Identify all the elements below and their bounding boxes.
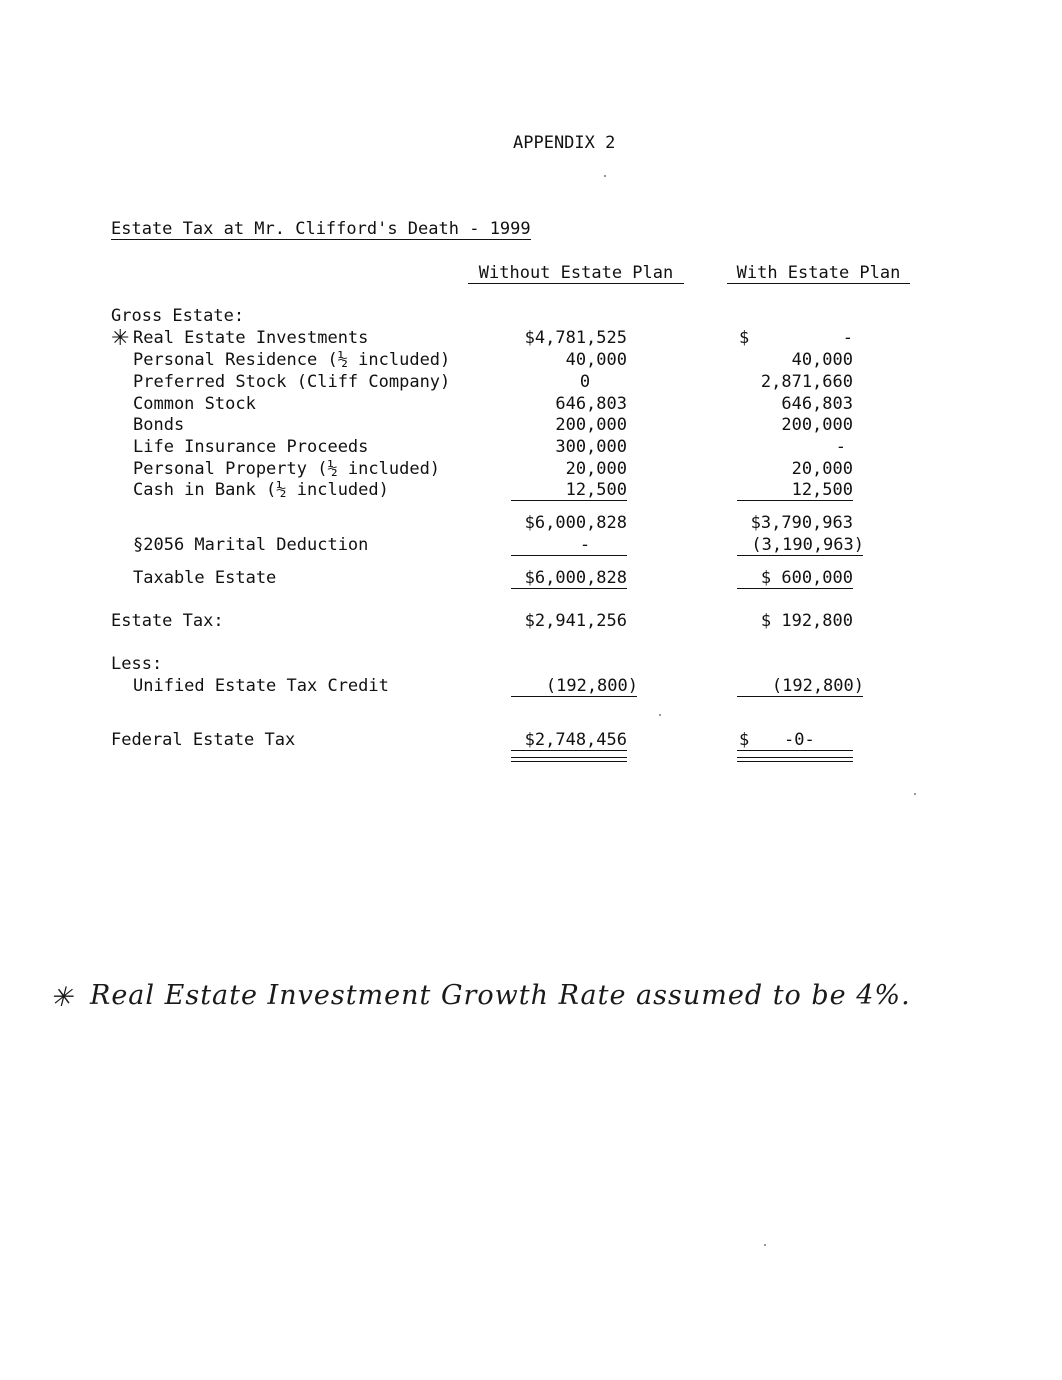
row-label-preferred-stock: Preferred Stock (Cliff Company)	[133, 372, 451, 392]
row-value-with-life-insurance: -	[835, 437, 846, 457]
unified-credit-label: Unified Estate Tax Credit	[133, 676, 389, 696]
dollar-sign-federal-with: $	[739, 730, 750, 750]
federal-estate-tax-with: -0-	[784, 730, 815, 750]
row-value-without-common-stock: 646,803	[555, 394, 627, 414]
marital-deduction-without: -	[579, 535, 591, 555]
row-label-personal-residence: Personal Residence (½ included)	[133, 350, 451, 370]
federal-estate-tax-label: Federal Estate Tax	[111, 730, 296, 750]
subtotal-rule-without	[511, 500, 627, 501]
estate-tax-label: Estate Tax:	[111, 611, 224, 631]
footnote-marker: ✳	[50, 982, 74, 1013]
unified-credit-with: (192,800)	[771, 676, 864, 696]
row-value-without-cash-in-bank: 12,500	[565, 480, 627, 500]
taxable-estate-with: $ 600,000	[760, 568, 853, 588]
row-label-bonds: Bonds	[133, 415, 185, 435]
estate-tax-without: $2,941,256	[524, 611, 627, 631]
less-label: Less:	[111, 654, 163, 674]
row-value-without-preferred-stock: 0	[579, 372, 591, 392]
taxable-estate-label: Taxable Estate	[133, 568, 277, 588]
deduction-rule-without	[511, 555, 627, 556]
federal-estate-tax-without: $2,748,456	[524, 730, 627, 750]
row-value-without-life-insurance: 300,000	[555, 437, 627, 457]
gross-estate-heading: Gross Estate:	[111, 306, 245, 326]
row-value-with-personal-residence: 40,000	[791, 350, 853, 370]
appendix-header: APPENDIX 2	[513, 133, 616, 153]
estate-tax-with: $ 192,800	[760, 611, 853, 631]
taxable-rule-without	[511, 588, 627, 589]
row-value-without-personal-residence: 40,000	[565, 350, 627, 370]
row-value-without-bonds: 200,000	[555, 415, 627, 435]
row-label-life-insurance: Life Insurance Proceeds	[133, 437, 369, 457]
asterisk-marker: ✳	[111, 326, 130, 351]
deduction-rule-with	[737, 555, 863, 556]
marital-deduction-with: (3,190,963)	[751, 535, 864, 555]
row-value-with-personal-property: 20,000	[791, 459, 853, 479]
double-rule-without	[511, 757, 627, 762]
gross-total-with: $3,790,963	[750, 513, 853, 533]
row-value-without-real-estate: $4,781,525	[524, 328, 627, 348]
credit-rule-without	[511, 696, 637, 697]
taxable-rule-with	[737, 588, 853, 589]
row-value-with-common-stock: 646,803	[781, 394, 853, 414]
federal-rule-with	[737, 750, 853, 751]
row-label-cash-in-bank: Cash in Bank (½ included)	[133, 480, 389, 500]
credit-rule-with	[737, 696, 863, 697]
scan-speck	[659, 714, 661, 716]
scan-speck	[764, 1244, 766, 1246]
double-rule-with	[737, 757, 853, 762]
column-header-without: Without Estate Plan	[468, 264, 684, 284]
page-title: Estate Tax at Mr. Clifford's Death - 1999	[111, 219, 531, 239]
row-value-with-cash-in-bank: 12,500	[791, 480, 853, 500]
row-label-personal-property: Personal Property (½ included)	[133, 459, 441, 479]
taxable-estate-without: $6,000,828	[524, 568, 627, 588]
row-label-real-estate: Real Estate Investments	[133, 328, 369, 348]
subtotal-rule-with	[737, 500, 853, 501]
gross-total-without: $6,000,828	[524, 513, 627, 533]
handwritten-footnote: Real Estate Investment Growth Rate assumed to be 4%.	[90, 980, 911, 1011]
marital-deduction-label: §2056 Marital Deduction	[133, 535, 369, 555]
scan-speck	[604, 175, 606, 177]
row-value-with-bonds: 200,000	[781, 415, 853, 435]
dollar-sign-with-real-estate: $	[739, 328, 750, 348]
column-header-with: With Estate Plan	[727, 264, 910, 284]
scan-speck	[914, 793, 916, 795]
row-value-with-real-estate: -	[842, 328, 853, 348]
row-value-with-preferred-stock: 2,871,660	[760, 372, 853, 392]
unified-credit-without: (192,800)	[545, 676, 638, 696]
federal-rule-without	[511, 750, 627, 751]
row-label-common-stock: Common Stock	[133, 394, 256, 414]
row-value-without-personal-property: 20,000	[565, 459, 627, 479]
